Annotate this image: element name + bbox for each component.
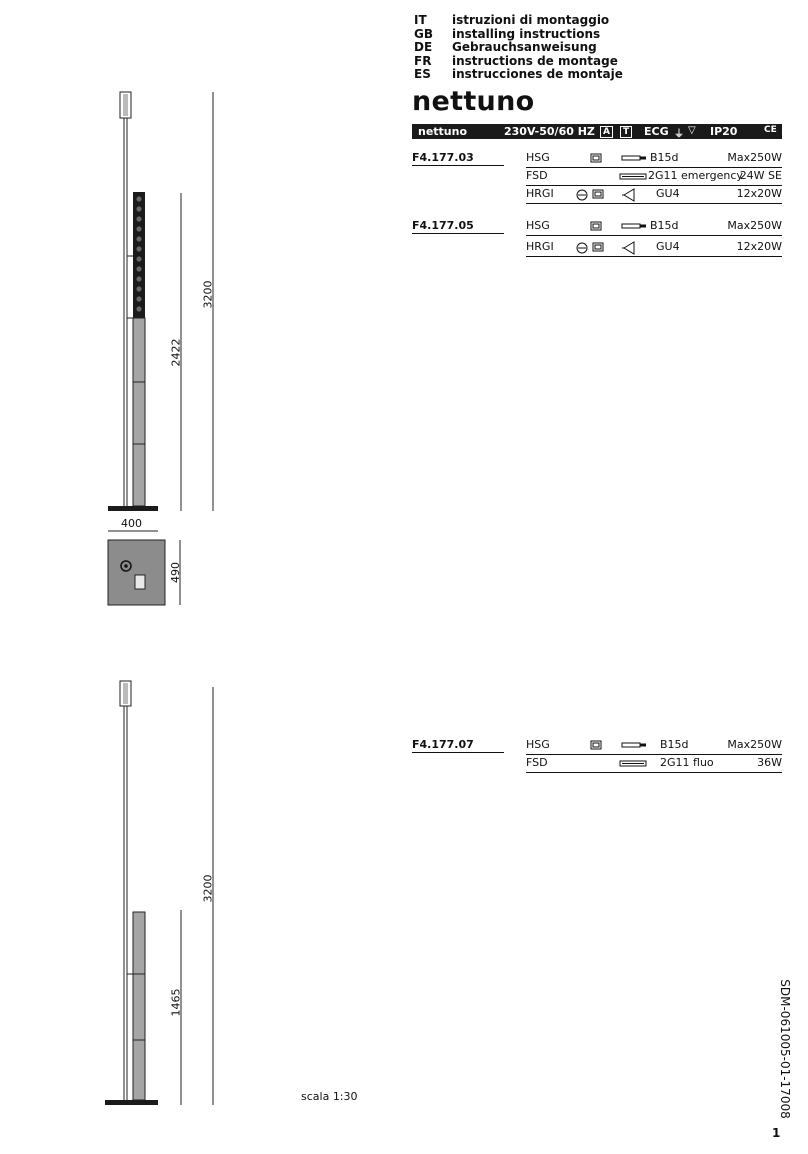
lamp-type: HRGI [526,187,554,200]
language-code: IT [414,13,427,27]
socket: 2G11 fluo [660,756,714,769]
dimension-total-height: 3200 [201,280,215,309]
power: 12x20W [736,240,782,253]
lamp-type: FSD [526,169,548,182]
spec-bar-voltage: 230V-50/60 HZ [504,125,595,138]
dimension-base-depth: 490 [169,562,182,583]
class-a-icon: A [600,126,613,138]
dimension-total-height: 3200 [201,874,215,903]
page-number: 1 [772,1126,781,1140]
socket: B15d [650,151,679,164]
product-code: F4.177.07 [412,738,474,751]
product-code: F4.177.03 [412,151,474,164]
power: Max250W [727,219,782,232]
dimension-base-width: 400 [121,517,142,530]
dimension-body-height: 2422 [169,338,183,367]
lamp-type: HRGI [526,240,554,253]
language-text: Gebrauchsanweisung [452,40,597,55]
socket: B15d [650,219,679,232]
power: Max250W [727,151,782,164]
power: Max250W [727,738,782,751]
spec-bar-ip: IP20 [710,125,738,138]
language-text: instrucciones de montaje [452,67,623,82]
scale-label: scala 1:30 [301,1090,358,1103]
ce-mark-icon: CE [764,125,777,135]
socket: B15d [660,738,689,751]
power: 36W [757,756,782,769]
language-text: istruzioni di montaggio [452,13,610,27]
lamp-type: HSG [526,738,550,751]
dimension-body-height: 1465 [169,988,183,1017]
socket: 2G11 emergency [648,169,743,182]
lamp-type: FSD [526,756,548,769]
power: 12x20W [736,187,782,200]
product-code: F4.177.05 [412,219,474,232]
language-code: FR [414,53,432,68]
lamp-type: HSG [526,151,550,164]
spec-bar-ecg: ECG [644,125,669,138]
socket: GU4 [656,187,680,200]
spec-bar-name: nettuno [418,125,468,138]
warning-triangle-icon: ▽ [688,125,696,136]
language-text: installing instructions [452,26,601,41]
earth-icon: ⏚ [674,129,684,140]
language-code: DE [414,40,433,55]
lamp-type: HSG [526,219,550,232]
socket: GU4 [656,240,680,253]
language-code: GB [414,26,433,41]
class-t-icon: T [620,126,632,138]
language-text: instructions de montage [452,53,618,68]
document-id: SDM-061005-01-17008 [778,979,792,1119]
power: 24W SE [739,169,782,182]
language-code: ES [414,67,431,82]
product-title: nettuno [412,86,535,117]
